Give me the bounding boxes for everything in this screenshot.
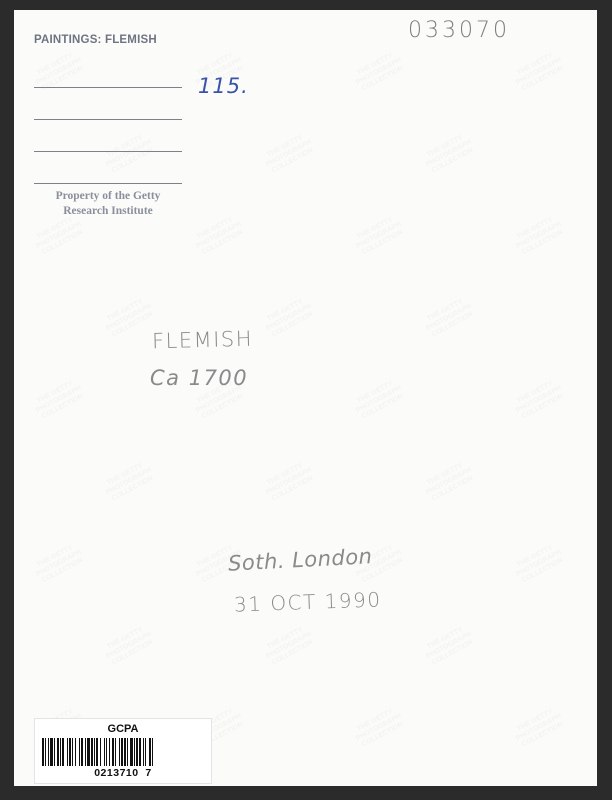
barcode-bar [104,738,105,766]
photo-card-back [14,10,597,786]
barcode-bar [48,738,49,766]
watermark [351,378,406,423]
watermark [191,214,246,259]
barcode-bar [143,738,144,766]
entry-line-2 [34,119,182,120]
date-annotation: Ca 1700 [150,366,249,390]
barcode-bar [75,738,76,766]
watermark [31,542,86,587]
barcode-bar [81,738,83,766]
watermark [101,132,156,177]
barcode-bar [60,738,61,766]
watermark [511,214,566,259]
barcode-bar [94,738,95,766]
barcode-bar [112,738,114,766]
barcode-bar [139,738,141,766]
entry-line-1 [34,87,182,88]
category-heading: PAINTINGS: FLEMISH [34,34,157,46]
barcode-bar [72,738,73,766]
barcode-bar [115,738,116,766]
barcode-bar [100,738,101,766]
barcode-bar [124,738,126,766]
barcode-bar [69,738,71,766]
barcode-bar [134,738,135,766]
barcode-bar [119,738,120,766]
watermark [101,460,156,505]
barcode-bar [85,738,86,766]
watermark [421,132,476,177]
barcode-bar [152,738,153,766]
watermark [351,50,406,95]
barcode-bar [87,738,90,766]
watermark [101,296,156,341]
watermark [511,50,566,95]
sale-annotation: Soth. London [227,544,373,576]
barcode-bar [109,738,110,766]
barcode-bar [145,738,146,766]
entry-line-4 [34,183,182,184]
item-number: 115. [198,74,249,98]
watermark [421,624,476,669]
barcode-bar [79,738,80,766]
watermark [421,460,476,505]
barcode-bar [121,738,123,766]
barcode-bar [45,738,46,766]
watermark [261,460,316,505]
barcode-bar [149,738,151,766]
sale-date-annotation: 31 OCT 1990 [233,587,382,617]
inventory-number: 033070 [408,18,510,43]
ownership-stamp-line-2: Research Institute [63,205,153,217]
ownership-stamp-line-1: Property of the Getty [55,190,161,202]
watermark [261,624,316,669]
barcode-bars [42,738,204,766]
barcode-bar [136,738,138,766]
barcode-bar [50,738,53,766]
watermark [511,706,566,751]
watermark [261,132,316,177]
school-annotation: FLEMISH [151,326,254,354]
barcode-bar [91,738,93,766]
watermark [511,378,566,423]
watermark [101,624,156,669]
watermark [511,542,566,587]
barcode-bar [130,738,133,766]
barcode-bar [106,738,107,766]
barcode-bar [127,738,128,766]
watermark [351,706,406,751]
barcode-label [34,718,212,784]
barcode-bar [42,738,44,766]
barcode-number: 0213710 7 [94,767,152,779]
barcode-collection-code: GCPA [107,723,139,735]
barcode-bar [67,738,68,766]
watermark [421,296,476,341]
barcode-bar [96,738,98,766]
watermark [31,378,86,423]
barcode-bar [62,738,64,766]
watermark [351,214,406,259]
entry-line-3 [34,151,182,152]
ownership-stamp [34,189,182,219]
barcode-bar [57,738,59,766]
watermark [31,214,86,259]
watermark [261,296,316,341]
barcode-bar [54,738,55,766]
